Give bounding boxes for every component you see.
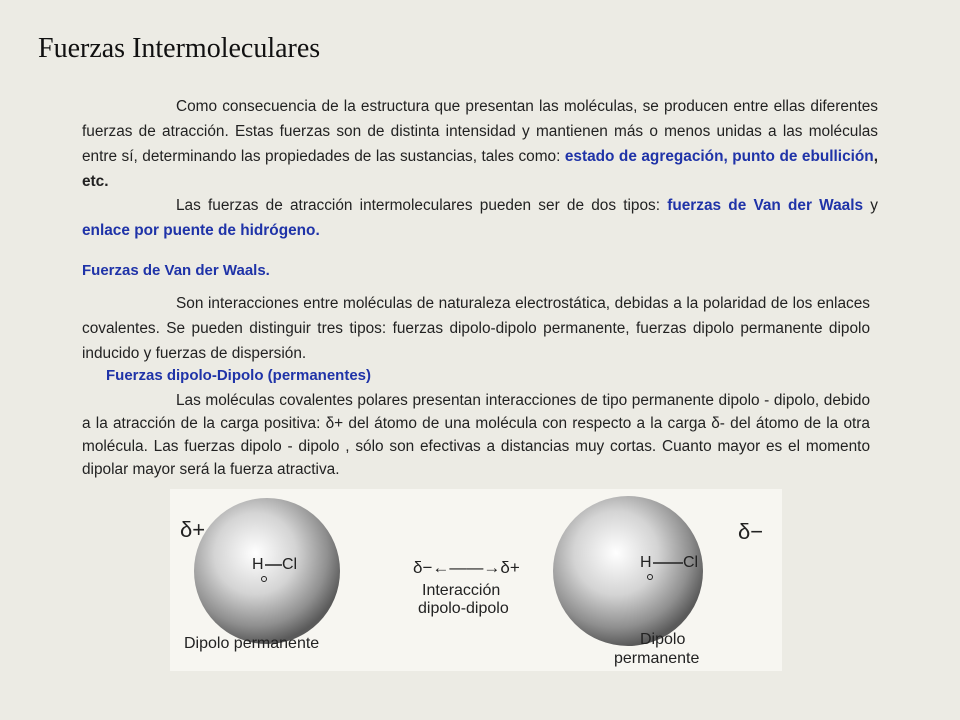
van-der-waals-highlight: fuerzas de Van der Waals xyxy=(667,197,864,214)
dipole-diagram xyxy=(170,489,782,671)
heading-dipolo-dipolo: Fuerzas dipolo-Dipolo (permanentes) xyxy=(106,367,372,384)
right-h-atom: H xyxy=(640,554,652,571)
interaction-arrow-label: δ−←——→δ+ xyxy=(413,558,520,577)
right-cl-atom: Cl xyxy=(683,554,699,571)
interaction-line2: dipolo-dipolo xyxy=(418,600,509,617)
heading-van-der-waals: Fuerzas de Van der Waals. xyxy=(82,262,270,279)
paragraph-intro-highlight: estado de agregación, punto de ebullición xyxy=(564,148,874,165)
right-molecule-sphere xyxy=(553,496,703,646)
slide-title: Fuerzas Intermoleculares xyxy=(38,33,321,64)
paragraph-types-mid: y xyxy=(863,197,878,214)
interaction-line1: Interacción xyxy=(422,582,501,599)
paragraph-intro xyxy=(82,94,878,194)
paragraph-dipolo-dipolo: Las moléculas covalentes polares presentan interacciones de tipo permanente dipolo - dipolo, debido a la atracción de la carga positiva: δ+ del átomo de una molécula con respecto a la carga δ- del átomo de la otra molécula. Las fuerzas dipolo - dipolo , sólo son efectivas a distancias muy cortas. Cuanto mayor es el momento dipolar mayor será la fuerza atractiva. xyxy=(82,392,870,478)
right-charge-label: δ− xyxy=(738,519,764,544)
left-caption: Dipolo permanente xyxy=(184,635,320,652)
paragraph-types-text: Las fuerzas de atracción intermoleculares pueden ser de dos tipos: xyxy=(176,197,668,214)
left-charge-label: δ+ xyxy=(180,517,206,542)
paragraph-intro-text: Como consecuencia de la estructura que presentan las moléculas, se producen entre ellas diferentes fuerzas de atracción. Estas fuerzas son de distinta intensidad y mantienen más o menos unidas a las moléculas entre sí, determinando las propiedades de las sustancias, tales como: xyxy=(82,98,878,165)
left-cl-atom: Cl xyxy=(282,556,298,573)
hydrogen-bond-highlight: enlace por puente de hidrógeno. xyxy=(82,222,320,239)
right-caption-line1: Dipolo xyxy=(640,631,686,648)
paragraph-types xyxy=(82,193,878,243)
left-h-atom: H xyxy=(252,556,264,573)
right-caption-line2: permanente xyxy=(614,650,700,667)
left-molecule-sphere xyxy=(194,498,340,644)
paragraph-intro-tail: , etc. xyxy=(82,148,878,190)
paragraph-van-der-waals: Son interacciones entre moléculas de naturaleza electrostática, debidas a la polaridad de los enlaces covalentes. Se pueden distinguir tres tipos: fuerzas dipolo-dipolo permanente, fuerzas dipolo permanente dipolo inducido y fuerzas de dispersión. xyxy=(82,295,870,362)
dipole-figure xyxy=(170,489,782,671)
